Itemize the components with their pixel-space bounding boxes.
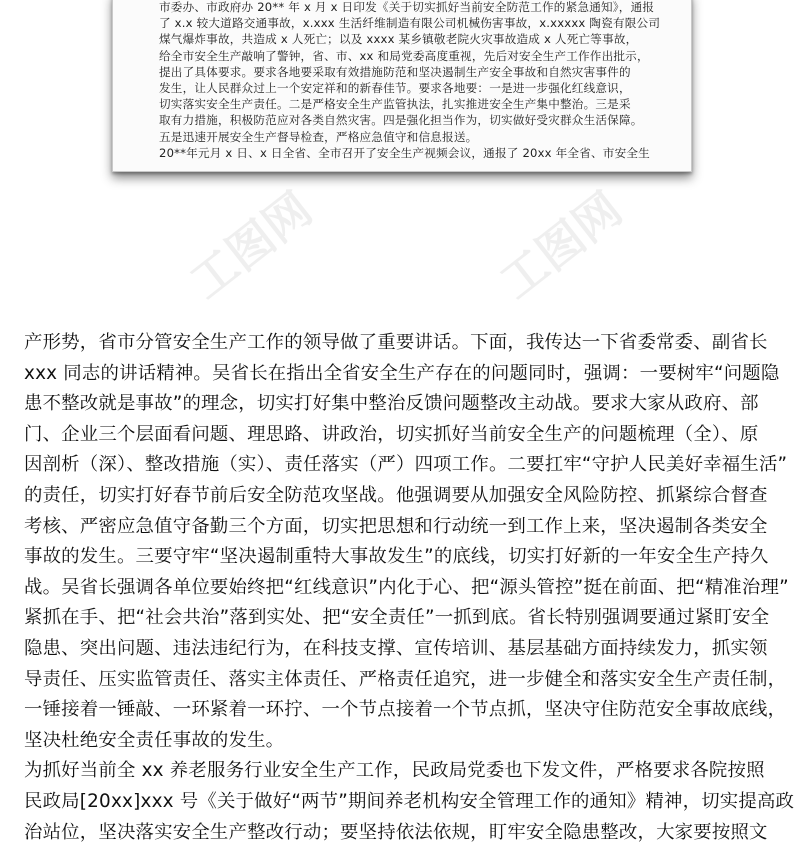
body-line: 治站位，坚决落实安全生产整改行动；要坚持依法依规，盯牢安全隐患整改，大家要按照文 — [24, 818, 776, 848]
doc-card-line: 提出了具体要求。要求各地要采取有效措施防范和坚决遏制生产安全事故和自然灾害事件的 — [159, 64, 665, 80]
body-line: xxx 同志的讲话精神。吴省长在指出全省安全生产存在的问题同时，强调：一要树牢“问题隐 — [24, 359, 776, 390]
body-line: 隐患、突出问题、违法违纪行为，在科技支撑、宣传培训、基层基础方面持续发力，抓实领 — [24, 634, 776, 665]
doc-card-line: 煤气爆炸事故，共造成 x 人死亡；以及 xxxx 某乡镇敬老院火灾事故造成 x 人死亡等事故， — [159, 31, 665, 47]
document-photo-card — [112, 0, 692, 172]
doc-card-line: 取有力措施，积极防范应对各类自然灾害。四是强化担当作为，切实做好受灾群众生活保障。 — [159, 112, 665, 128]
body-line: 产形势，省市分管安全生产工作的领导做了重要讲话。下面，我传达一下省委常委、副省长 — [24, 328, 776, 359]
body-line: 门、企业三个层面看问题、理思路、讲政治，切实抓好当前安全生产的问题梳理（全）、原 — [24, 420, 776, 451]
body-line: 战。吴省长强调各单位要始终把“红线意识”内化于心、把“源头管控”挺在前面、把“精准治理” — [24, 573, 776, 604]
doc-card-line: 发生，让人民群众过上一个安定祥和的新春佳节。要求各地要：一是进一步强化红线意识， — [159, 80, 665, 96]
body-line: 考核、严密应急值守备勤三个方面，切实把思想和行动统一到工作上来，坚决遏制各类安全 — [24, 512, 776, 543]
doc-card-line: 20**年元月 x 日、x 日全省、全市召开了安全生产视频会议，通报了 20xx 年全省、市安全生 — [159, 145, 665, 161]
body-text — [24, 328, 776, 848]
body-line: 事故的发生。三要守牢“坚决遏制重特大事故发生”的底线，切实打好新的一年安全生产持久 — [24, 542, 776, 573]
body-line: 导责任、压实监管责任、落实主体责任、严格责任追究，进一步健全和落实安全生产责任制， — [24, 665, 776, 696]
body-line: 紧抓在手、把“社会共治”落到实处、把“安全责任”一抓到底。省长特别强调要通过紧盯安全 — [24, 603, 776, 634]
doc-card-line: 市委办、市政府办 20** 年 x 月 x 日印发《关于切实抓好当前安全防范工作的紧急通知》，通报 — [159, 0, 665, 15]
doc-card-line: 切实落实安全生产责任。二是严格安全生产监管执法，扎实推进安全生产集中整治。三是采 — [159, 96, 665, 112]
body-line: 坚决杜绝安全责任事故的发生。 — [24, 726, 776, 757]
body-line: 的责任，切实打好春节前后安全防范攻坚战。他强调要从加强安全风险防控、抓紧综合督查 — [24, 481, 776, 512]
body-line: 一锤接着一锤敲、一环紧着一环拧、一个节点接着一个节点抓，坚决守住防范安全事故底线， — [24, 695, 776, 726]
doc-card-line: 了 x.x 较大道路交通事故，x.xxx 生活纤维制造有限公司机械伤害事故，x.xxxxx 陶瓷有限公司 — [159, 15, 665, 31]
doc-card-line: 五是迅速开展安全生产督导检查，严格应急值守和信息报送。 — [159, 129, 665, 145]
doc-card-line: 给全市安全生产敲响了警钟，省、市、xx 和局党委高度重视，先后对安全生产工作作出批示， — [159, 48, 665, 64]
watermark-left: 工图网 — [174, 175, 323, 312]
body-line: 为抓好当前全 xx 养老服务行业安全生产工作，民政局党委也下发文件，严格要求各院按照 — [24, 756, 776, 787]
body-line: 患不整改就是事故”的理念，切实打好集中整治反馈问题整改主动战。要求大家从政府、部 — [24, 389, 776, 420]
body-line: 因剖析（深）、整改措施（实）、责任落实（严）四项工作。二要扛牢“守护人民美好幸福生活” — [24, 450, 776, 481]
watermark-right: 工图网 — [484, 175, 633, 312]
body-line: 民政局[20xx]xxx 号《关于做好“两节”期间养老机构安全管理工作的通知》精神，切实提高政 — [24, 787, 776, 818]
